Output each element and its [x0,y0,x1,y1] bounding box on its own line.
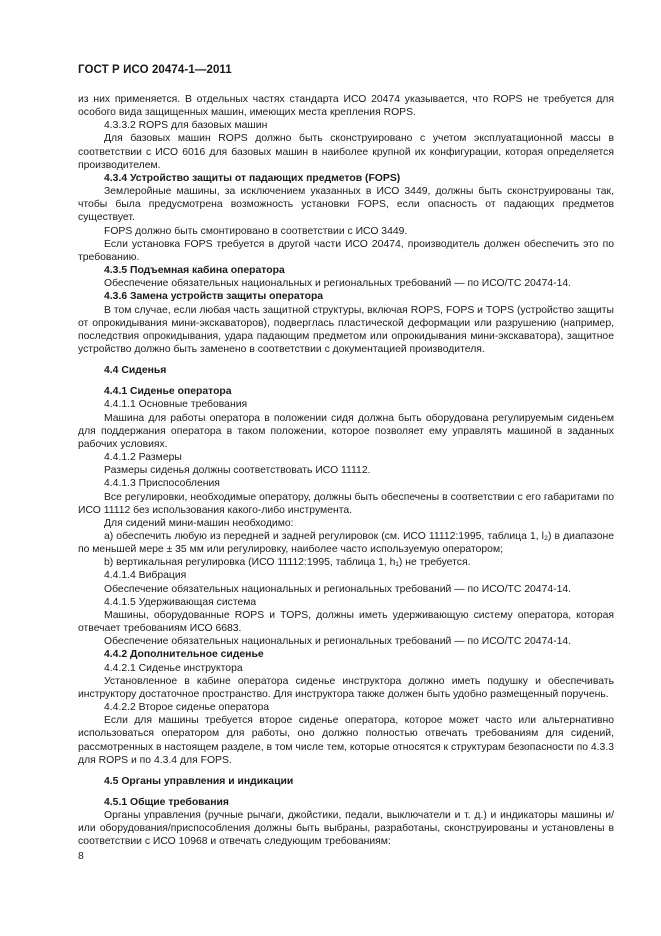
subsection-heading: 4.4.1.2 Размеры [104,452,182,464]
section-heading: 4.5 Органы управления и индикации [104,775,294,787]
subsection-heading: 4.4.1.3 Приспособления [104,478,220,490]
document-body [78,93,614,849]
paragraph: Обеспечение обязательных национальных и региональных требований — по ИСО/ТС 20474-14. [104,278,572,290]
paragraph: Органы управления (ручные рычаги, джойстики, педали, выключатели и т. д.) и индикаторы машины и/или оборудования/приспособления должны быть выбраны, разработаны, сконструированы и установлены в соответствии с ИСО 10968 и отвечать следующим требованиям: [78,810,614,848]
section-heading: 4.3.6 Замена устройств защиты оператора [104,291,324,303]
paragraph: Землеройные машины, за исключением указанных в ИСО 3449, должны быть сконструированы так, чтобы была предусмотрена возможность установки FOPS, если опасность от падающих предметов существует. [78,186,614,224]
subsection-heading: 4.4.1.4 Вибрация [104,570,187,582]
subsection-heading: 4.4.1.5 Удерживающая система [104,596,257,608]
paragraph: В том случае, если любая часть защитной структуры, включая ROPS, FOPS и TOPS (устройство защиты от опрокидывания мини-экскаваторов), подверглась пластической деформации или разрушению (например, последствия опрокидывания, удара падающим предметом или опрокидывания мини-экскаватора), защитное устройство должно быть заменено в соответствии с документацией производителя. [78,304,614,355]
paragraph: а) обеспечить любую из передней и задней регулировок (см. ИСО 11112:1995, таблица 1, l₂) в диапазоне по меньшей мере ± 35 мм или регулировку, наиболее часто используемую оператором; [78,531,614,556]
paragraph: Машина для работы оператора в положении сидя должна быть оборудована регулируемым сиденьем для поддержания оператора в таком положении, которое позволяет ему управлять машиной в заданных рабочих условиях. [78,412,614,450]
paragraph: Для базовых машин ROPS должно быть сконструировано с учетом эксплуатационной массы в соответствии с ИСО 6016 для базовых машин в наиболее крупной их конфигурации, которая определяется производителем. [78,133,614,171]
paragraph: Для сидений мини-машин необходимо: [104,517,294,529]
paragraph: Если для машины требуется второе сиденье оператора, которое может часто или альтернативно использоваться оператором для работы, оно должно полностью отвечать требованиям для сидений, рассмотренных в настоящем разделе, в том числе тем, которые относятся к структурам безопасности по 4.3.3 для ROPS и по 4.3.4 для FOPS. [78,715,614,766]
subsection-heading: 4.4.2.1 Сиденье инструктора [104,662,243,674]
paragraph: Обеспечение обязательных национальных и региональных требований — по ИСО/ТС 20474-14. [104,636,572,648]
paragraph: Обеспечение обязательных национальных и региональных требований — по ИСО/ТС 20474-14. [104,583,572,595]
paragraph: из них применяется. В отдельных частях стандарта ИСО 20474 указывается, что ROPS не требуется для особого вида защищенных машин, имеющих места крепления ROPS. [78,94,614,119]
section-heading: 4.3.4 Устройство защиты от падающих предметов (FOPS) [104,172,401,184]
paragraph: Все регулировки, необходимые оператору, должны быть обеспечены в соответствии с его габаритами по ИСО 11112 без использования какого-либо инструмента. [78,491,614,516]
paragraph: Машины, оборудованные ROPS и TOPS, должны иметь удерживающую систему оператора, которая отвечает требованиям ИСО 6683. [78,609,614,635]
paragraph: Если установка FOPS требуется в другой части ИСО 20474, производитель должен обеспечить это по требованию. [78,238,614,263]
section-heading: 4.3.5 Подъемная кабина оператора [104,265,285,277]
section-heading: 4.4.1 Сиденье оператора [104,386,232,398]
page-number: 8 [78,851,84,862]
paragraph: b) вертикальная регулировка (ИСО 11112:1995, таблица 1, h₁) не требуется. [104,557,471,569]
paragraph: Размеры сиденья должны соответствовать ИСО 11112. [104,465,371,477]
section-heading: 4.4 Сиденья [104,365,167,377]
section-heading: 4.4.2 Дополнительное сиденье [104,649,264,661]
paragraph: Установленное в кабине оператора сиденье инструктора должно иметь подушку и обеспечивать инструктору достаточное пространство. Для инструктора также должен быть удобно размещенный поручень. [78,675,614,700]
document-header: ГОСТ Р ИСО 20474-1—2011 [78,64,232,76]
section-heading: 4.5.1 Общие требования [104,796,229,808]
subsection-heading: 4.4.2.2 Второе сиденье оператора [104,702,270,714]
subsection-heading: 4.3.3.2 ROPS для базовых машин [104,120,268,132]
subsection-heading: 4.4.1.1 Основные требования [104,399,248,411]
paragraph: FOPS должно быть смонтировано в соответствии с ИСО 3449. [104,225,408,237]
